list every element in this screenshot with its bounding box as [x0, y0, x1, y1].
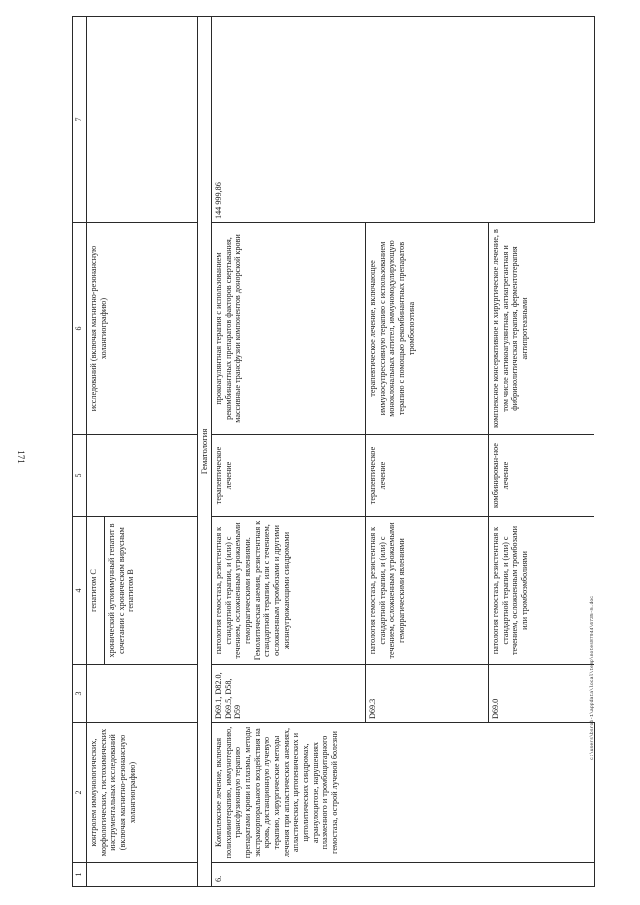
footer-file-path: c:\users\bsrob-1\appdata\local\temp\notes87944\6735-m.doc [590, 595, 595, 760]
row6-sub1-codes: D69.1, D82.0, D69.5, D58, D59 [212, 665, 366, 723]
col-num-2: 2 [73, 723, 87, 863]
column-number-row [73, 17, 87, 887]
row6-sub2-model: патология гемостаза, резистентная к стандартной терапии, и (или) с течением, осложненным угрожаемыми геморрагическими явлениями [366, 517, 489, 665]
col-num-1: 1 [73, 863, 87, 887]
row6-price: 144 999,86 [212, 17, 595, 223]
cont-model-cell [87, 517, 198, 665]
cont-type-cell [87, 435, 198, 517]
medical-care-table-wrapper [72, 17, 584, 887]
section-row [198, 17, 212, 887]
col-num-3: 3 [73, 665, 87, 723]
cont-num-cell [87, 863, 198, 887]
medical-care-table [72, 16, 595, 887]
col-num-5: 5 [73, 435, 87, 517]
row6-sub1-detail: прокоагулянтная терапия с использованием рекомбинантных препаратов факторов свертывания, массивные трансфузии компонентов донорской крови [212, 223, 366, 435]
section-title: Гематология [198, 17, 212, 887]
row6-sub3-codes: D69.0 [489, 665, 595, 723]
row6-sub3-type: комбинирован-ное лечение [489, 435, 595, 517]
continuation-row [87, 17, 198, 887]
page-number: 171 [16, 450, 26, 464]
cont-model-a: гепатитом С [87, 517, 105, 664]
row6-sub2-detail: терапевтическое лечение, включающее иммуносупрессивную терапию с использованием моноклональных антител, иммуномодулирующую терапию с помощью рекомбинантных препаратов тромбопоэтина [366, 223, 489, 435]
row6-method: Комплексное лечение, включая полихимиотерапию, иммунотерапию, трансфузионную терапию препаратами крови и плазмы, методы экстракорпорального воздействия на кровь, дистанционную лучевую терапию, хирургические методы лечения при апластических анемиях, апластических, цитопенических и цитолитических синдромах, агранулоцитозе, нарушениях плазменного и тромбоцитарного гемостаза, острой лучевой болезни [212, 723, 595, 863]
cont-price-cell [87, 17, 198, 223]
row6-sub1-type: терапевтическое лечение [212, 435, 366, 517]
row6-sub1 [212, 17, 366, 887]
row6-sub3-detail: комплексное консервативное и хирургическое лечение, в том числе антикоагулянтная, антиагрегантная и фибринолитическая терапия, ферментотерапия антипротеазными [489, 223, 595, 435]
cont-method-cell: контролем иммунологических, морфологических, гистохимических инструментальных исследований (включая магнитно-резонансную холангиографию) [87, 723, 198, 863]
row6-sub2-codes: D69.3 [366, 665, 489, 723]
row6-sub2-type: терапевтическое лечение [366, 435, 489, 517]
row6-number: 6. [212, 863, 595, 887]
col-num-4: 4 [73, 517, 87, 665]
cont-codes-cell [87, 665, 198, 723]
col-num-6: 6 [73, 223, 87, 435]
cont-detail-cell: исследований (включая магнитно-резонансную холангиографию) [87, 223, 198, 435]
cont-model-b: хронический аутоиммунный гепатит в сочетании с хроническим вирусным гепатитом В [107, 523, 136, 658]
row6-sub3-model: патология гемостаза, резистентная к стандартной терапии, и (или) с течением, осложненным тромбозами или тромбоэмболиями [489, 517, 595, 665]
col-num-7: 7 [73, 17, 87, 223]
row6-sub1-model: патология гемостаза, резистентная к стандартной терапии, и (или) с течением, осложненным угрожаемыми геморрагическими явлениями. Гемолитическая анемия, резистентная к стандартной терапии, или с течением, осложненным тромбозами и другими жизнеугрожающими синдромами [212, 517, 366, 665]
